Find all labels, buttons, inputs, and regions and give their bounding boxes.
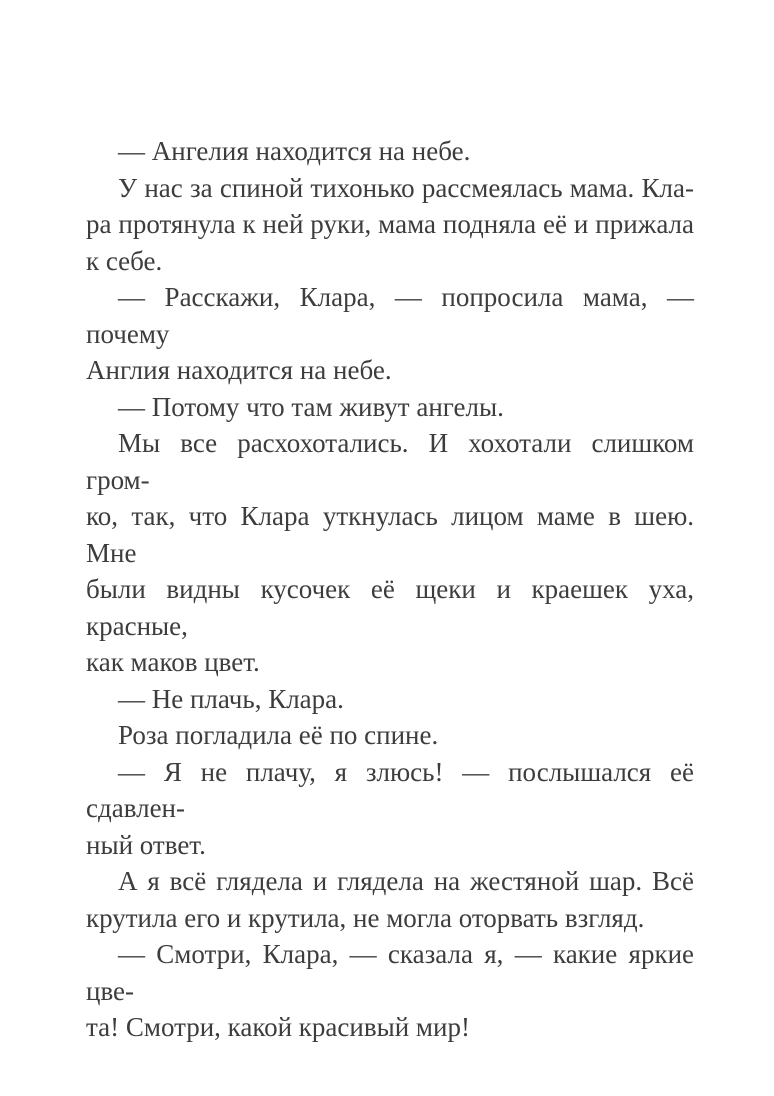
text-line: как маков цвет. [86,647,260,677]
paragraph [86,863,694,936]
text-line: — Потому что там живут ангелы. [118,391,504,422]
text-line: были видны кусочек её щеки и краешек уха, красные, [86,574,694,641]
text-line: — Расскажи, Клара, — попросила мама, — почему [86,282,694,349]
text-line: Роза погладила её по спине. [118,720,439,750]
text-line: к себе. [86,245,163,276]
text-line: ный ответ. [86,829,206,860]
text-line: А я всё глядела и глядела на жестяной шар. Всё [118,866,694,896]
paragraph [86,170,694,280]
paragraph [86,389,694,426]
paragraph [86,936,694,1046]
text-line: ко, так, что Клара уткнулась лицом маме в шею. Мне [86,501,694,568]
paragraph [86,754,694,864]
text-line: — Не плачь, Клара. [118,683,344,714]
paragraph [86,133,694,170]
text-line: — Я не плачу, я злюсь! — послышался её сдавлен- [86,756,694,823]
text-line: ра протянула к ней руки, мама подняла её и прижала [86,209,694,239]
paragraph [86,717,694,754]
paragraph [86,425,694,681]
text-line: крутила его и крутила, не могла оторвать взгляд. [86,902,645,933]
text-line: У нас за спиной тихонько рассмеялась мама. Кла- [118,172,694,203]
paragraph [86,279,694,389]
paragraph [86,681,694,718]
text-line: — Ангелия находится на небе. [118,136,471,166]
text-line: Мы все расхохотались. И хохотали слишком гром- [86,428,694,495]
text-line: Англия находится на небе. [86,355,392,385]
text-line: — Смотри, Клара, — сказала я, — какие яркие цве- [86,939,694,1006]
text-line: та! Смотри, какой красивый мир! [86,1012,470,1042]
